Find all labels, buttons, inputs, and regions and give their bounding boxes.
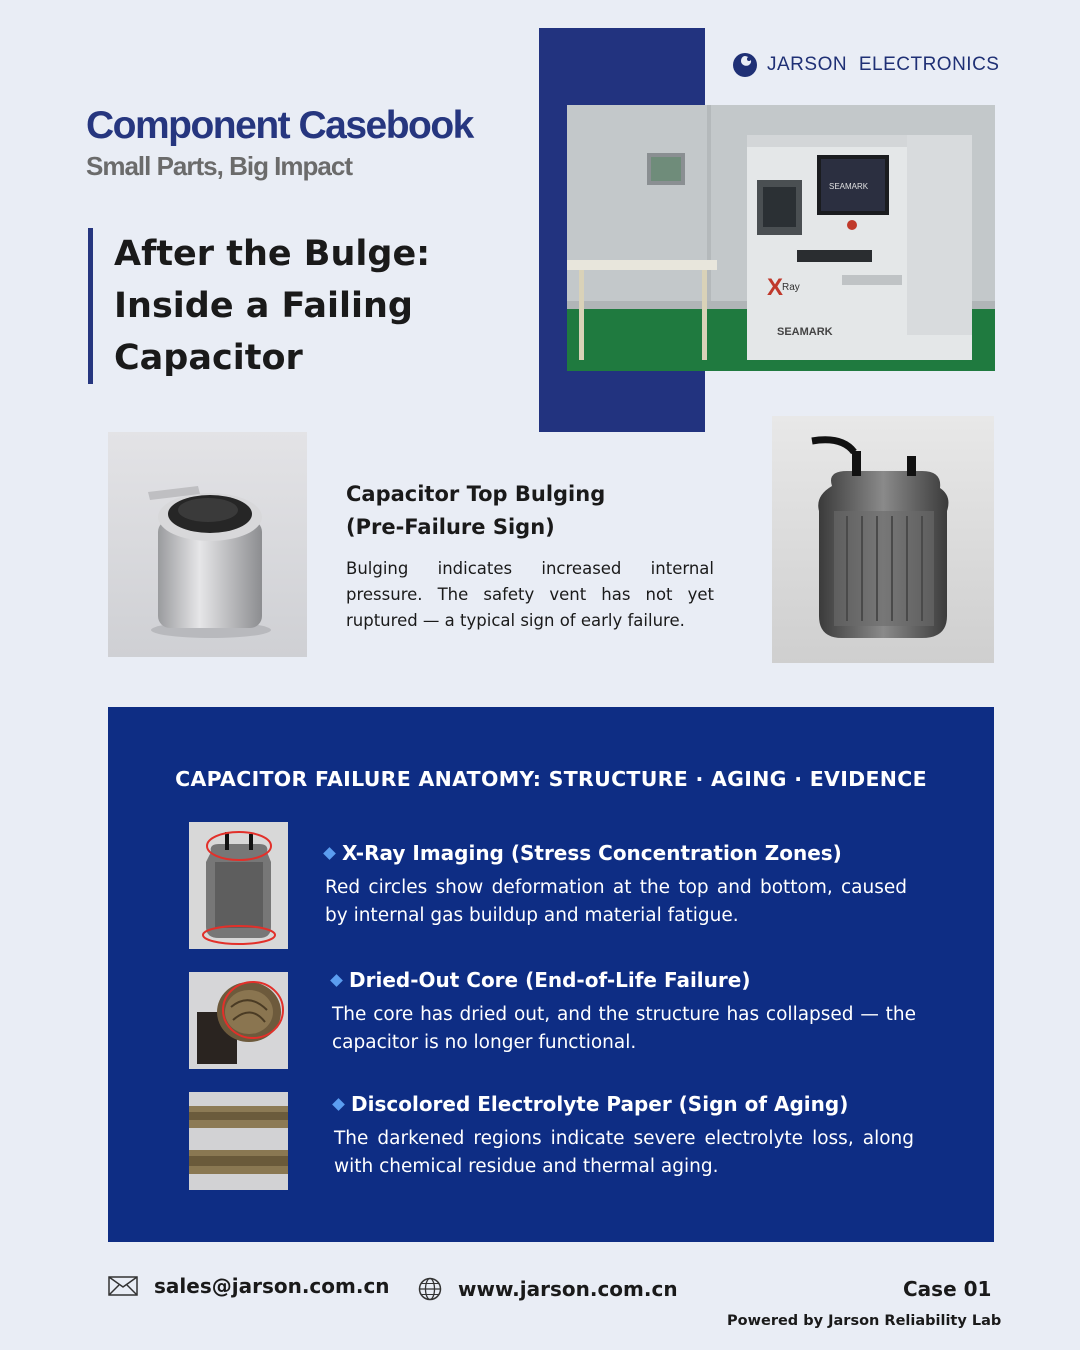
headline-line: Inside a Failing (114, 286, 413, 326)
svg-text:SEAMARK: SEAMARK (777, 326, 833, 338)
feature-description: Bulging indicates increased internal pressure. The safety vent has not yet ruptured — a typical sign of early failure. (346, 559, 714, 630)
headline-line: After the Bulge: (114, 234, 431, 274)
xray-stress-zones-thumbnail (189, 822, 288, 949)
website-url: www.jarson.com.cn (458, 1277, 678, 1301)
item-heading (332, 967, 916, 993)
electrolyte-paper-thumbnail (189, 1092, 288, 1190)
item-title: X-Ray Imaging (Stress Concentration Zones) (342, 841, 842, 865)
capacitor-xray-image (772, 416, 994, 663)
diamond-bullet-icon (330, 974, 343, 987)
series-subtitle: Small Parts, Big Impact (86, 151, 352, 181)
website-link[interactable] (418, 1277, 678, 1301)
item-heading (325, 840, 907, 866)
item-title: Dried-Out Core (End-of-Life Failure) (349, 968, 751, 992)
feature-block (346, 478, 714, 634)
item-title: Discolored Electrolyte Paper (Sign of Aging) (351, 1092, 849, 1116)
xray-lab-photo (567, 105, 995, 371)
email-link[interactable] (108, 1274, 390, 1298)
globe-swirl-logo-icon (732, 52, 758, 78)
series-title: Component Casebook (86, 104, 473, 147)
diamond-bullet-icon (323, 847, 336, 860)
feature-title-line: Capacitor Top Bulging (346, 482, 606, 506)
headline (88, 228, 430, 384)
brand-name: JARSON ELECTRONICS (767, 54, 1000, 75)
panel-title: CAPACITOR FAILURE ANATOMY: STRUCTURE · AGING · EVIDENCE (175, 767, 927, 791)
svg-text:SEAMARK: SEAMARK (829, 182, 869, 191)
globe-icon (418, 1277, 442, 1301)
brand-header (732, 52, 999, 78)
anatomy-item-electrolyte-paper (334, 1091, 914, 1181)
feature-title-line: (Pre-Failure Sign) (346, 515, 555, 539)
envelope-icon (108, 1276, 138, 1296)
bulging-capacitor-photo (108, 432, 307, 657)
headline-line: Capacitor (114, 338, 303, 378)
svg-text:X: X (767, 274, 784, 301)
failure-anatomy-panel (108, 707, 994, 1242)
svg-text:Ray: Ray (782, 282, 800, 293)
email-address: sales@jarson.com.cn (154, 1274, 390, 1298)
item-description: The core has dried out, and the structure has collapsed — the capacitor is no longer functional. (332, 1004, 916, 1053)
item-description: Red circles show deformation at the top and bottom, caused by internal gas buildup and material fatigue. (325, 877, 907, 926)
diamond-bullet-icon (332, 1098, 345, 1111)
feature-title (346, 478, 714, 544)
anatomy-item-xray (325, 840, 907, 930)
powered-by: Powered by Jarson Reliability Lab (727, 1313, 1002, 1329)
anatomy-item-dried-core (332, 967, 916, 1057)
case-number: Case 01 (903, 1277, 992, 1301)
item-description: The darkened regions indicate severe electrolyte loss, along with chemical residue and thermal aging. (334, 1128, 914, 1177)
item-heading (334, 1091, 914, 1117)
dried-core-thumbnail (189, 972, 288, 1069)
